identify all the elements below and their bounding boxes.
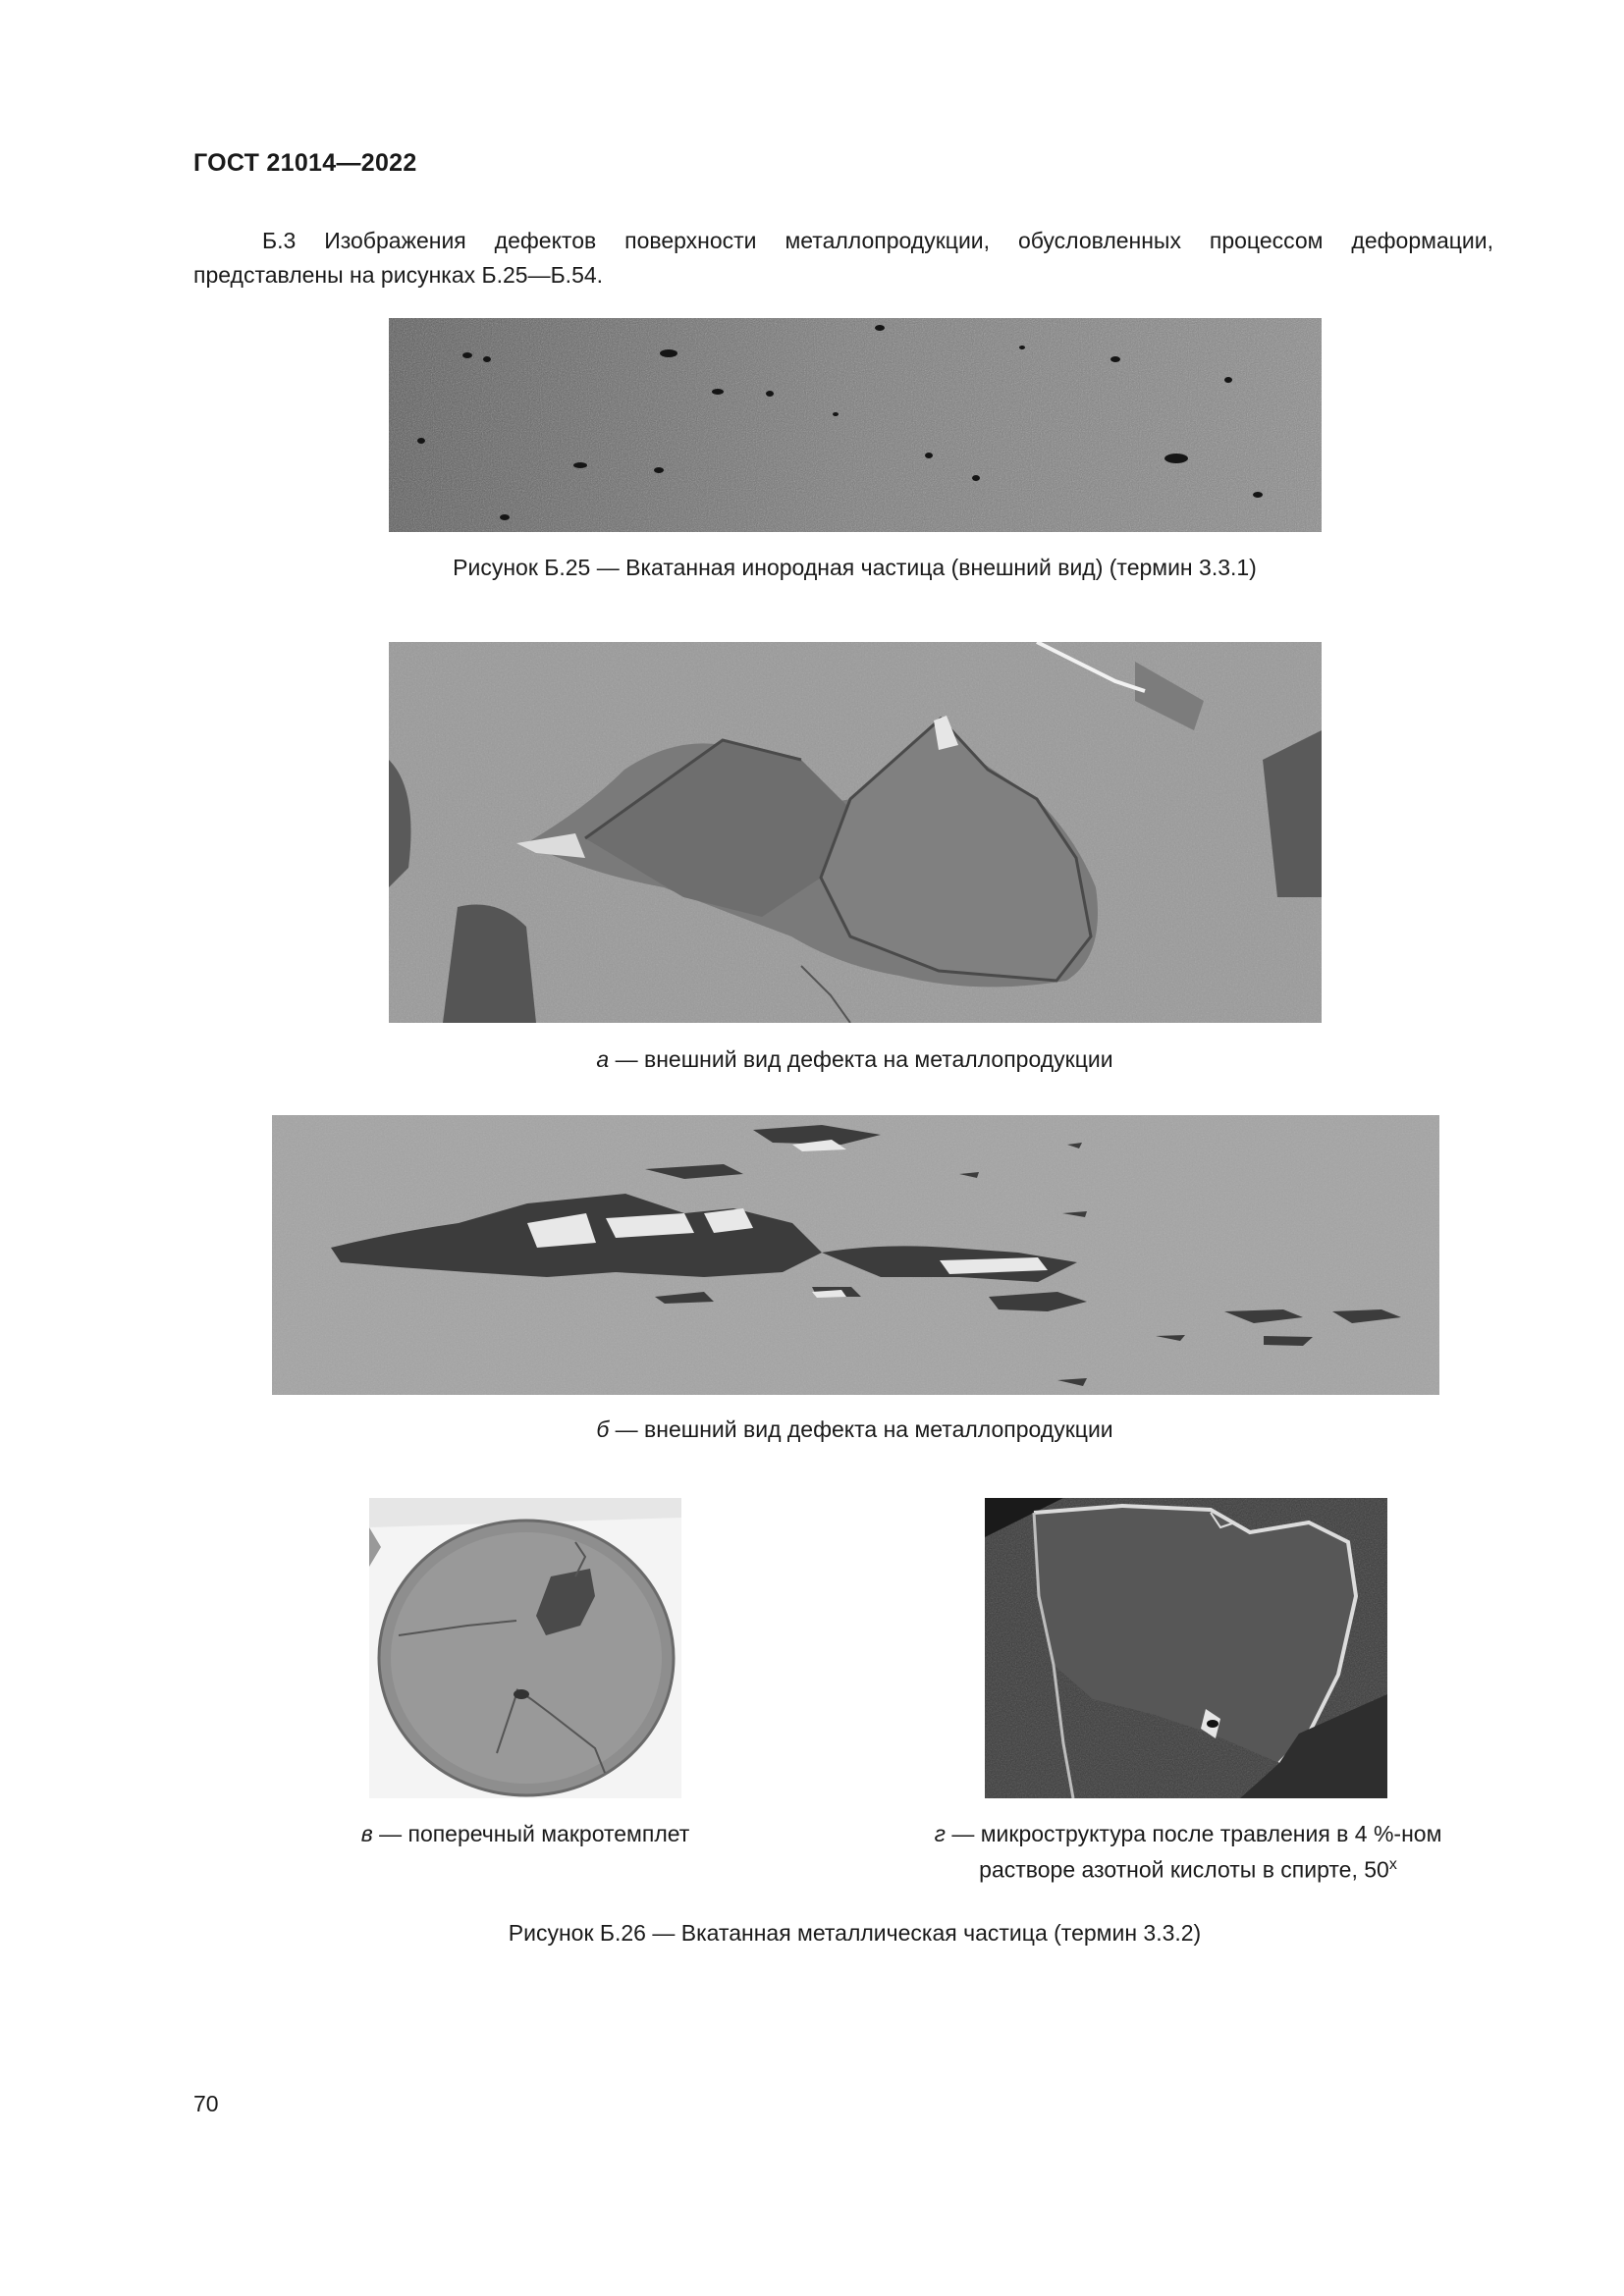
- figure-26v-caption: [295, 1818, 756, 1849]
- figure-26a-letter: а: [596, 1046, 610, 1072]
- figure-26g-caption-line2: растворе азотной кислоты в спирте, 50$^x$: [979, 1856, 1397, 1883]
- figure-26a-caption-text: — внешний вид дефекта на металлопродукции: [609, 1046, 1113, 1072]
- figure-26g-superscript: x: [1388, 1856, 1397, 1873]
- figure-26v-letter: в: [360, 1821, 373, 1846]
- figure-26g-caption-line1: г — микроструктура после травления в 4 %-ном: [934, 1821, 1442, 1846]
- figure-25-photo: [389, 318, 1322, 532]
- figure-26-caption: Рисунок Б.26 — Вкатанная металлическая частица (термин 3.3.2): [508, 1920, 1202, 1946]
- figure-26a-photo: [389, 642, 1322, 1023]
- figure-26g-photo: [985, 1498, 1387, 1798]
- intro-paragraph: Б.3 Изображения дефектов поверхности металлопродукции, обусловленных процессом деформации, представлены на рисунках Б.25—Б.54.: [193, 228, 1493, 288]
- figure-26b-caption: [295, 1414, 1415, 1445]
- figure-26a-caption: [295, 1043, 1415, 1075]
- figure-26g-letter: г: [934, 1821, 946, 1846]
- page-number: 70: [193, 2091, 219, 2116]
- figure-26b-caption-text: — внешний вид дефекта на металлопродукции: [609, 1416, 1113, 1442]
- figure-26v-photo: [369, 1498, 681, 1798]
- figure-26v-caption-text: — поперечный макротемплет: [372, 1821, 690, 1846]
- document-header: ГОСТ 21014—2022: [193, 149, 417, 177]
- figure-26g-caption: [864, 1818, 1512, 1886]
- figure-25-caption: Рисунок Б.25 — Вкатанная инородная частица (внешний вид) (термин 3.3.1): [453, 555, 1257, 580]
- figure-26b-letter: б: [596, 1416, 610, 1442]
- figure-26b-photo: [272, 1115, 1439, 1395]
